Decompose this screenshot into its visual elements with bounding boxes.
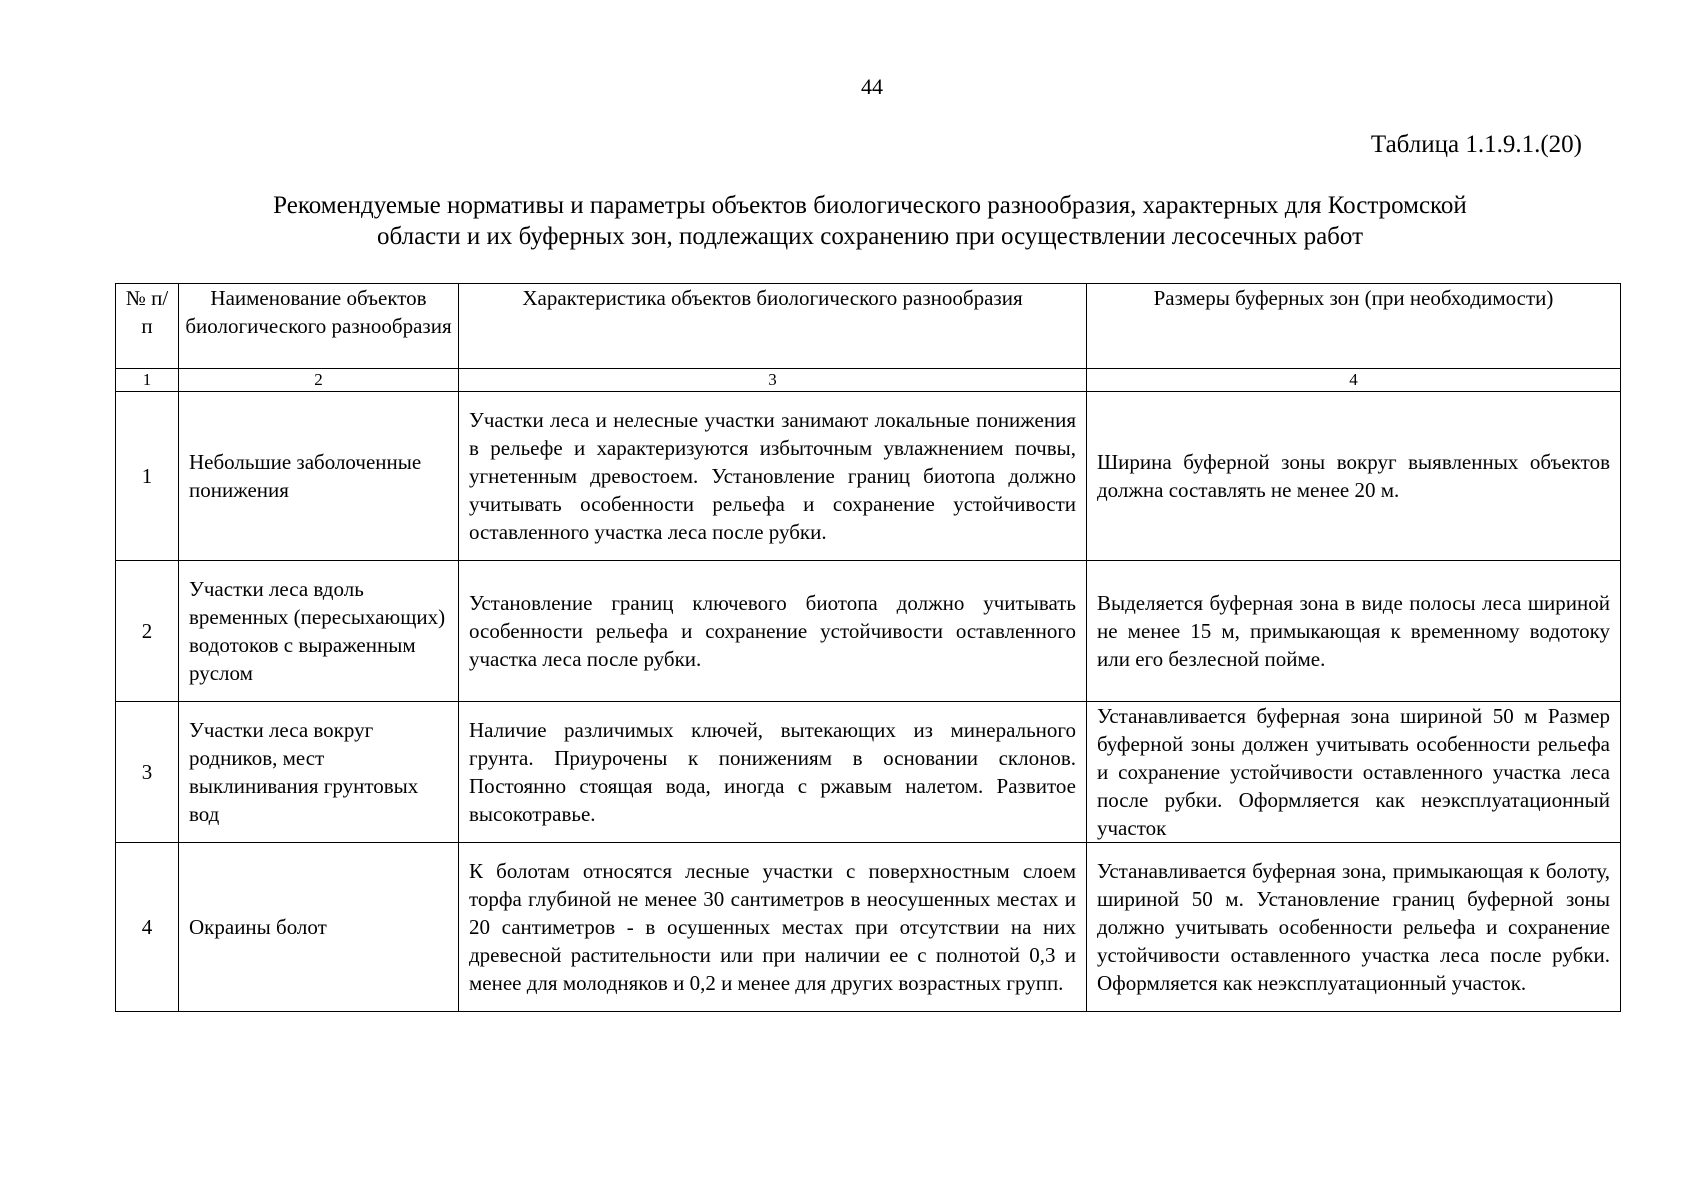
row-number: 3 <box>116 702 179 843</box>
row-number: 1 <box>116 392 179 561</box>
table-title <box>150 190 1590 252</box>
header-characteristic: Характеристика объектов биологического разнообразия <box>459 284 1087 369</box>
table-row <box>116 702 1621 843</box>
buffer-zone-size: Выделяется буферная зона в виде полосы леса шириной не менее 15 м, примыкающая к временному водотоку или его безлесной пойме. <box>1087 561 1621 702</box>
object-name: Участки леса вдоль временных (пересыхающих) водотоков с выраженным руслом <box>179 561 459 702</box>
buffer-zone-size: Устанавливается буферная зона шириной 50 м Размер буферной зоны должен учитывать особенности рельефа и сохранение устойчивости оставленного участка леса после рубки. Оформляется как неэксплуатационный участок <box>1087 702 1621 843</box>
table-row <box>116 843 1621 1012</box>
table-label: Таблица 1.1.9.1.(20) <box>1370 131 1582 158</box>
object-name: Окраины болот <box>179 843 459 1012</box>
object-characteristic: Наличие различимых ключей, вытекающих из минерального грунта. Приурочены к понижениям в основании склонов. Постоянно стоящая вода, иногда с ржавым налетом. Развитое высокотравье. <box>459 702 1087 843</box>
table-title-line-2: области и их буферных зон, подлежащих сохранению при осуществлении лесосечных работ <box>377 223 1363 250</box>
table-header-row <box>116 284 1621 369</box>
row-number: 4 <box>116 843 179 1012</box>
biodiversity-table <box>115 283 1621 1012</box>
column-number: 3 <box>459 369 1087 392</box>
column-number: 4 <box>1087 369 1621 392</box>
column-number: 2 <box>179 369 459 392</box>
column-number: 1 <box>116 369 179 392</box>
row-number: 2 <box>116 561 179 702</box>
buffer-zone-size: Устанавливается буферная зона, примыкающая к болоту, шириной 50 м. Установление границ буферной зоны должно учитывать особенности рельефа и сохранение устойчивости оставленного участка леса после рубки. Оформляется как неэксплуатационный участок. <box>1087 843 1621 1012</box>
object-characteristic: Установление границ ключевого биотопа должно учитывать особенности рельефа и сохранение устойчивости оставленного участка леса после рубки. <box>459 561 1087 702</box>
object-characteristic: К болотам относятся лесные участки с поверхностным слоем торфа глубиной не менее 30 сантиметров в неосушенных местах и 20 сантиметров - в осушенных местах при отсутствии на них древесной растительности или при наличии ее с полнотой 0,3 и менее для молодняков и 0,2 и менее для других возрастных групп. <box>459 843 1087 1012</box>
header-num: № п/п <box>116 284 179 369</box>
header-buffer: Размеры буферных зон (при необходимости) <box>1087 284 1621 369</box>
header-name: Наименование объектов биологического разнообразия <box>179 284 459 369</box>
object-name: Небольшие заболоченные понижения <box>179 392 459 561</box>
table-title-line-1: Рекомендуемые нормативы и параметры объектов биологического разнообразия, характерных для Костромской <box>273 192 1467 219</box>
column-number-row <box>116 369 1621 392</box>
object-name: Участки леса вокруг родников, мест выклинивания грунтовых вод <box>179 702 459 843</box>
table-row <box>116 392 1621 561</box>
object-characteristic: Участки леса и нелесные участки занимают локальные понижения в рельефе и характеризуются избыточным увлажнением почвы, угнетенным древостоем. Установление границ биотопа должно учитывать особенности рельефа и сохранение устойчивости оставленного участка леса после рубки. <box>459 392 1087 561</box>
page-number: 44 <box>861 74 883 99</box>
table-row <box>116 561 1621 702</box>
buffer-zone-size: Ширина буферной зоны вокруг выявленных объектов должна составлять не менее 20 м. <box>1087 392 1621 561</box>
